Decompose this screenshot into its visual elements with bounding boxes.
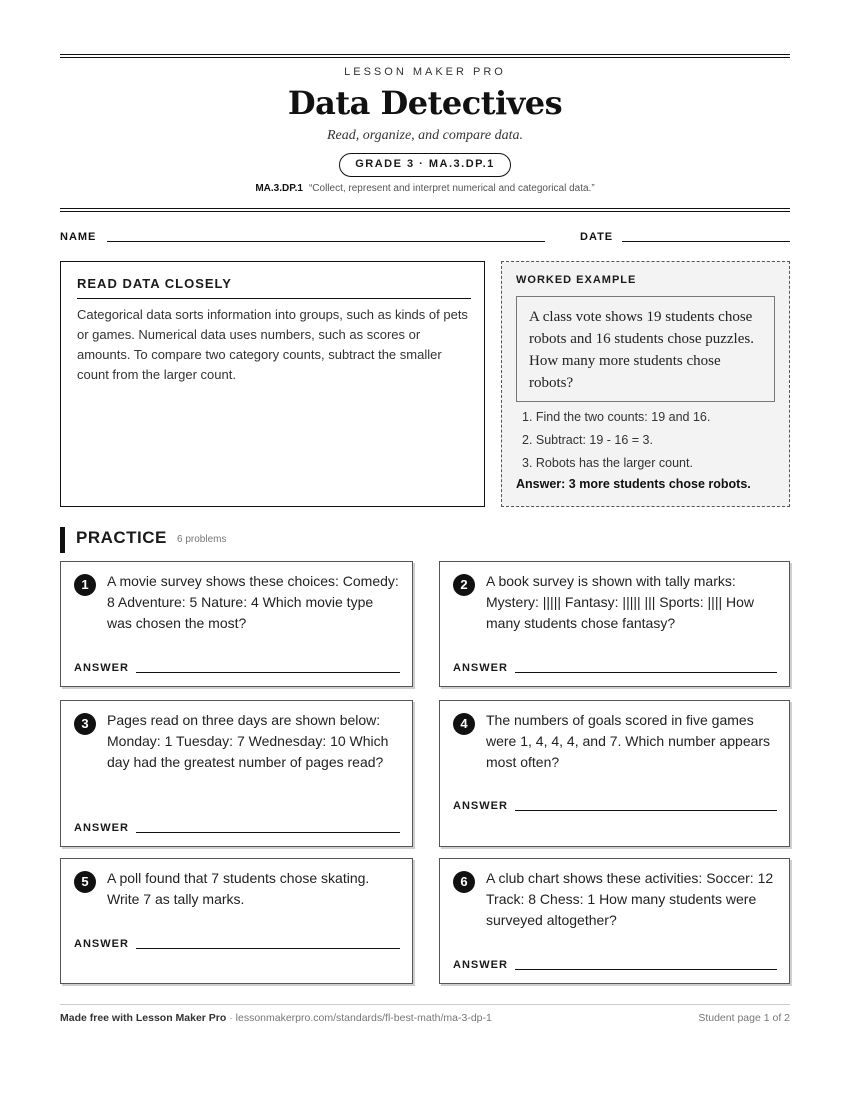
- worked-example-box: [501, 261, 790, 507]
- problem-number: 2: [453, 574, 475, 596]
- problem-card-5: [60, 858, 413, 984]
- practice-count: 6 problems: [177, 534, 227, 545]
- problem-text: A club chart shows these activities: Soccer: 12 Track: 8 Chess: 1 How many students were surveyed altogether?: [486, 870, 774, 928]
- page-subtitle: Read, organize, and compare data.: [326, 128, 524, 143]
- answer-label: ANSWER: [74, 822, 129, 834]
- problem-card-6: [439, 858, 790, 984]
- answer-line[interactable]: [515, 810, 777, 811]
- standard-text: “Collect, represent and interpret numerical and categorical data.”: [308, 183, 595, 194]
- footer-credit: [60, 1012, 492, 1024]
- date-label: DATE: [580, 231, 614, 243]
- problem-number: 6: [453, 871, 475, 893]
- worksheet-page: [60, 0, 790, 1100]
- problem-text: A book survey is shown with tally marks: Mystery: ||||| Fantasy: ||||| ||| Sports: |||| How many students chose fantasy?: [486, 573, 754, 631]
- answer-line[interactable]: [136, 672, 400, 673]
- problem-text: Pages read on three days are shown below: Monday: 1 Tuesday: 7 Wednesday: 10 Which day had the greatest number of pages read?: [107, 712, 389, 770]
- read-box-heading: READ DATA CLOSELY: [77, 276, 232, 291]
- grade-badge: GRADE 3 · MA.3.DP.1: [339, 153, 511, 177]
- worked-example-question: A class vote shows 19 students chose robots and 16 students chose puzzles. How many more students chose robots?: [516, 296, 775, 402]
- problem-card-4: [439, 700, 790, 847]
- problem-card-1: [60, 561, 413, 687]
- problem-number: 3: [74, 713, 96, 735]
- problem-text: The numbers of goals scored in five games were 1, 4, 4, 4, and 7. Which number appears most often?: [486, 712, 771, 770]
- worked-step: 1. Find the two counts: 19 and 16.: [522, 410, 711, 424]
- page-title: Data Detectives: [287, 84, 563, 122]
- name-line[interactable]: [107, 241, 545, 242]
- read-box-body: Categorical data sorts information into groups, such as kinds of pets or games. Numerical data uses numbers, such as scores or amounts. To compare two category counts, subtract the smaller count from the larger count.: [77, 307, 468, 382]
- problem-card-2: [439, 561, 790, 687]
- answer-line[interactable]: [515, 969, 777, 970]
- problem-number: 4: [453, 713, 475, 735]
- standard-code: MA.3.DP.1: [255, 183, 303, 194]
- problem-number: 5: [74, 871, 96, 893]
- footer-rule: [60, 1004, 790, 1005]
- footer-url[interactable]: · lessonmakerpro.com/standards/fl-best-math/ma-3-dp-1: [229, 1012, 492, 1024]
- practice-heading: PRACTICE: [76, 528, 167, 547]
- answer-label: ANSWER: [74, 662, 129, 674]
- footer-made-with: Made free with Lesson Maker Pro: [60, 1012, 227, 1024]
- read-data-box: [60, 261, 485, 507]
- standard-line: [60, 183, 790, 194]
- worked-example-answer: Answer: 3 more students chose robots.: [516, 477, 751, 491]
- answer-label: ANSWER: [453, 959, 508, 971]
- worked-example-heading: WORKED EXAMPLE: [516, 274, 637, 286]
- answer-label: ANSWER: [74, 938, 129, 950]
- problem-text: A poll found that 7 students chose skating. Write 7 as tally marks.: [107, 870, 370, 907]
- worked-step: 2. Subtract: 19 - 16 = 3.: [522, 433, 653, 447]
- read-box-underline: [77, 298, 471, 299]
- answer-line[interactable]: [515, 672, 777, 673]
- problem-number: 1: [74, 574, 96, 596]
- answer-label: ANSWER: [453, 800, 508, 812]
- worked-example-steps: [522, 406, 710, 475]
- practice-accent-bar: [60, 527, 65, 553]
- name-label: NAME: [60, 231, 97, 243]
- problem-card-3: [60, 700, 413, 847]
- worked-step: 3. Robots has the larger count.: [522, 456, 693, 470]
- answer-label: ANSWER: [453, 662, 508, 674]
- brand-label: LESSON MAKER PRO: [344, 66, 506, 78]
- footer-page-number: Student page 1 of 2: [698, 1012, 790, 1024]
- date-line[interactable]: [622, 241, 790, 242]
- top-double-rule: [60, 54, 790, 58]
- problem-text: A movie survey shows these choices: Comedy: 8 Adventure: 5 Nature: 4 Which movie type was chosen the most?: [107, 573, 399, 631]
- answer-line[interactable]: [136, 948, 400, 949]
- answer-line[interactable]: [136, 832, 400, 833]
- header-bottom-rule: [60, 208, 790, 212]
